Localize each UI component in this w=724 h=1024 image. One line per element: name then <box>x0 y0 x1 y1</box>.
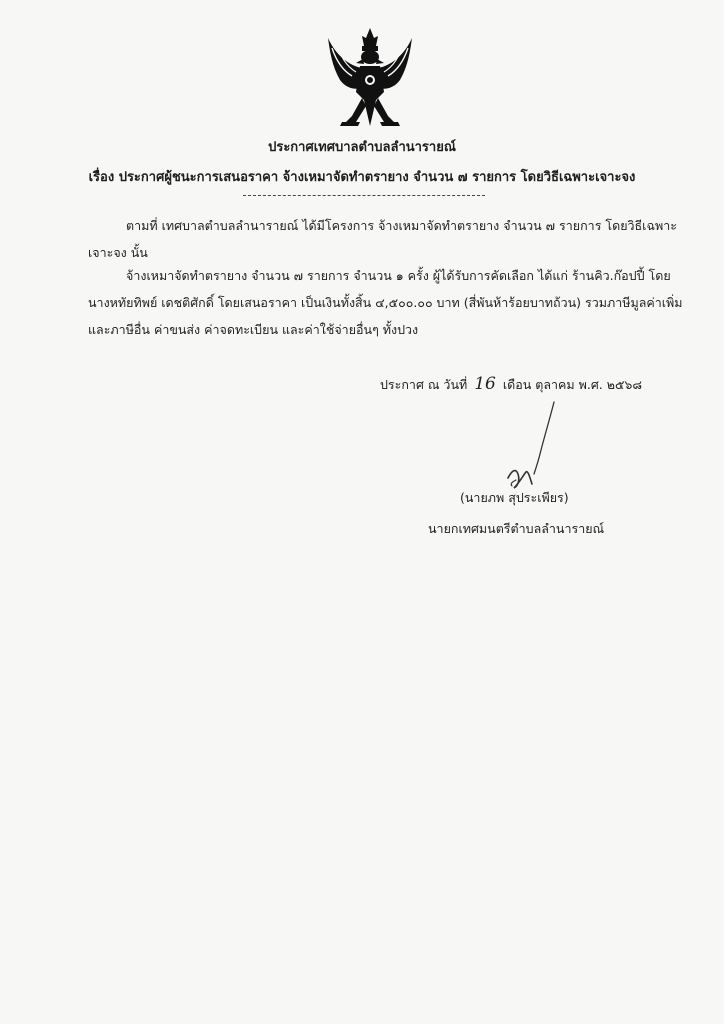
paragraph-2-line-3: และภาษีอื่น ค่าขนส่ง ค่าจดทะเบียน และค่าใช้จ่ายอื่นๆ ทั้งปวง <box>88 322 419 337</box>
announcement-date <box>380 374 642 395</box>
date-suffix: เดือน ตุลาคม พ.ศ. ๒๕๖๘ <box>502 377 643 392</box>
handwritten-signature <box>494 398 564 494</box>
paragraph-1-line-1: ตามที่ เทศบาลตำบลลำนารายณ์ ได้มีโครงการ จ้างเหมาจัดทำตรายาง จำนวน ๗ รายการ โดยวิธีเฉพาะ <box>126 218 677 233</box>
paragraph-2-line-1: จ้างเหมาจัดทำตรายาง จำนวน ๗ รายการ จำนวน ๑ ครั้ง ผู้ได้รับการคัดเลือก ได้แก่ ร้านคิว.ก๊อปปี้ โดย <box>126 268 671 283</box>
paragraph-2-line-2: นางหทัยทิพย์ เดชติศักดิ์ โดยเสนอราคา เป็นเงินทั้งสิ้น ๔,๕๐๐.๐๐ บาท (สี่พันห้าร้อยบาทถ้วน) รวมภาษีมูลค่าเพิ่ม <box>88 295 683 310</box>
document-subject: เรื่อง ประกาศผู้ชนะการเสนอราคา จ้างเหมาจัดทำตรายาง จำนวน ๗ รายการ โดยวิธีเฉพาะเจาะจง <box>88 170 636 185</box>
date-prefix: ประกาศ ณ วันที่ <box>380 377 468 392</box>
document-title: ประกาศเทศบาลตำบลลำนารายณ์ <box>268 140 456 155</box>
paragraph-1 <box>88 212 677 266</box>
paragraph-2 <box>88 262 683 343</box>
date-day: 16 <box>474 374 496 394</box>
garuda-emblem-icon <box>322 26 418 128</box>
title-divider <box>243 195 485 196</box>
signer-name: (นายภพ สุประเพียร) <box>460 490 569 505</box>
signer-position: นายกเทศมนตรีตำบลลำนารายณ์ <box>428 521 605 536</box>
paragraph-1-line-2: เจาะจง นั้น <box>88 245 148 260</box>
